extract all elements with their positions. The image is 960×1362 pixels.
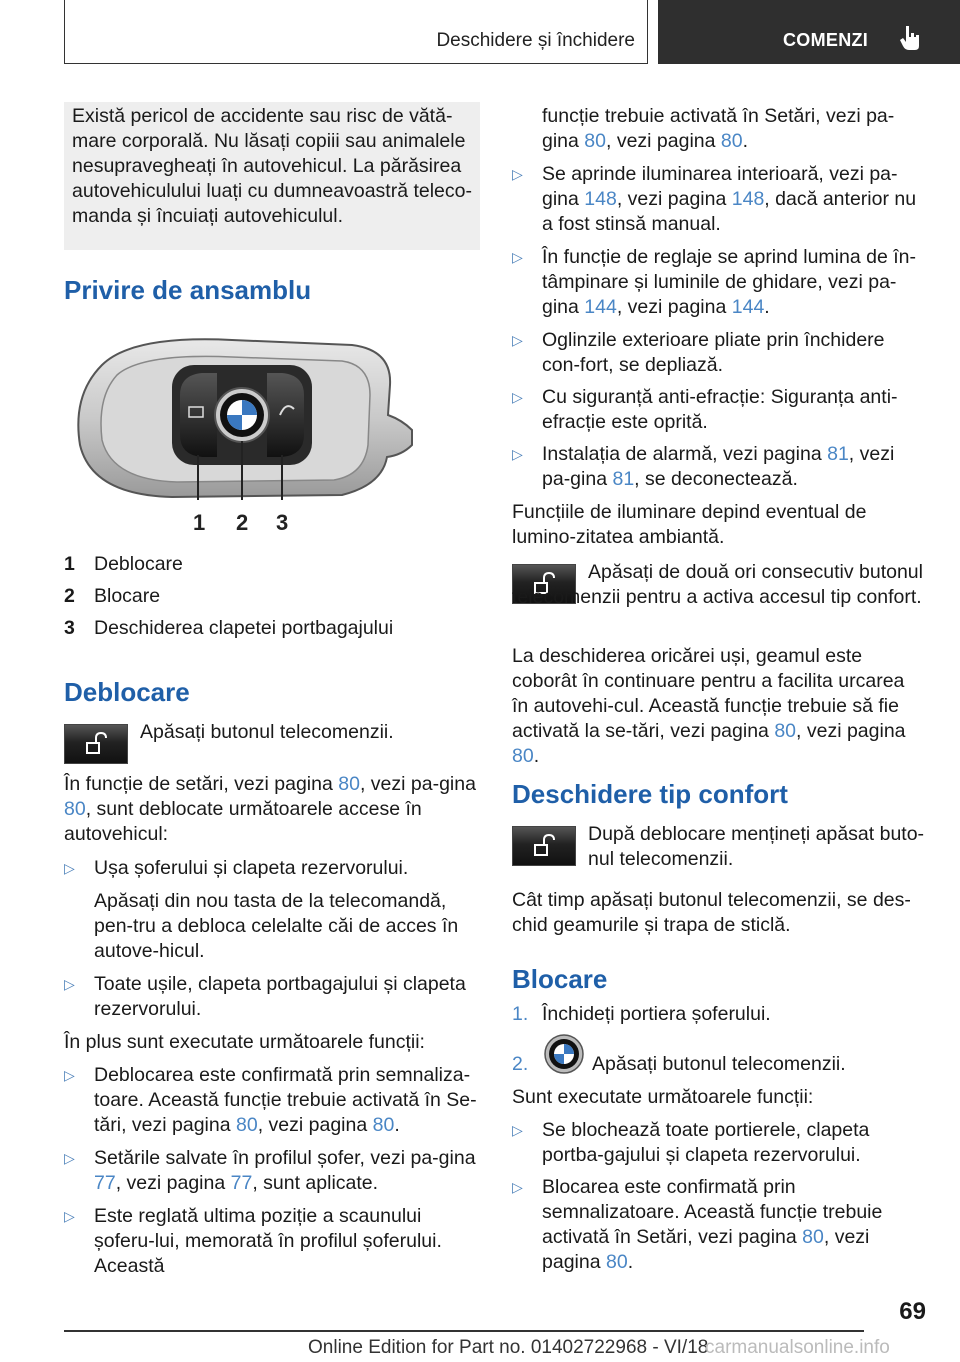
hand-pointer-icon	[898, 24, 924, 52]
warning-text: Există pericol de accidente sau risc de vătă-mare corporală. Nu lăsați copiii sau animalele nesupravegheați în autovehicul. La părăsirea autovehiculului luați cu dumneavoastră teleco-manda și încuiați autovehiculul.	[72, 105, 472, 227]
triangle-bullet-icon: ▷	[512, 446, 523, 462]
bmw-logo-icon	[542, 1034, 586, 1074]
page-link[interactable]: 80	[372, 1114, 395, 1136]
comfort-text: După deblocare mențineți apăsat buto-nul telecomenzii.	[588, 823, 925, 870]
page-link[interactable]: 80	[338, 773, 360, 795]
page-link[interactable]: 80	[774, 720, 797, 742]
double-press-text: Apăsați de două ori consecutiv butonul telecomenzii pentru a activa accesul tip confort.	[512, 561, 923, 608]
header-frame	[64, 0, 648, 64]
page-link[interactable]: 144	[731, 296, 765, 318]
footer-rule	[64, 1330, 864, 1332]
callout-1: 1	[193, 510, 206, 535]
triangle-bullet-icon: ▷	[512, 249, 523, 265]
page-link[interactable]: 80	[64, 798, 86, 820]
page-link[interactable]: 148	[584, 188, 617, 210]
page-link[interactable]: 81	[612, 468, 635, 490]
executed-intro: Sunt executate următoarele funcții:	[512, 1086, 814, 1108]
step-number: 2.	[512, 1053, 529, 1075]
page-link[interactable]: 77	[230, 1172, 253, 1194]
functions-intro: În plus sunt executate următoarele funcții:	[64, 1031, 425, 1053]
page-link[interactable]: 81	[827, 443, 849, 465]
section-title: Deschidere și închidere	[436, 30, 635, 51]
page-link[interactable]: 80	[605, 1251, 628, 1273]
unlock-press-text: Apăsați butonul telecomenzii.	[140, 721, 394, 743]
comfort-heading: Deschidere tip confort	[512, 779, 788, 809]
triangle-bullet-icon: ▷	[512, 1122, 523, 1138]
continued-text: funcție trebuie activată în Setări, vezi pa-gina 80, vezi pagina 80.	[542, 105, 895, 152]
warning-box	[64, 102, 480, 250]
step-number: 1.	[512, 1003, 529, 1025]
page-link[interactable]: 80	[720, 130, 743, 152]
step-text: Închideți portiera șoferului.	[542, 1003, 771, 1025]
triangle-bullet-icon: ▷	[512, 166, 523, 182]
key-fob-illustration	[72, 335, 422, 535]
triangle-bullet-icon: ▷	[512, 389, 523, 405]
unlock-button-icon	[512, 826, 576, 866]
chapter-tab[interactable]	[658, 0, 960, 64]
unlock-intro: În funcție de setări, vezi pagina 80, vezi pa-gina 80, sunt deblocate următoarele accese în autovehicul:	[64, 773, 476, 845]
unlock-heading: Deblocare	[64, 677, 190, 707]
window-text: La deschiderea oricărei uși, geamul este coborât în continuare pentru a facilita urcarea în autovehi-cul. Această funcție trebuie să fie activată la se-tări, vezi pagina 80, vezi pagina 80.	[512, 645, 906, 767]
edition-text: Online Edition for Part no. 01402722968 - VI/18	[308, 1337, 709, 1358]
callout-3: 3	[276, 510, 289, 535]
step-text: Apăsați butonul telecomenzii.	[592, 1053, 846, 1075]
page-link[interactable]: 80	[584, 130, 606, 152]
triangle-bullet-icon: ▷	[64, 1067, 75, 1083]
page-link[interactable]: 80	[236, 1114, 258, 1136]
lock-heading: Blocare	[512, 964, 608, 994]
triangle-bullet-icon: ▷	[64, 976, 75, 992]
overview-heading: Privire de ansamblu	[64, 275, 312, 305]
triangle-bullet-icon: ▷	[64, 1208, 75, 1224]
page-link[interactable]: 148	[731, 188, 765, 210]
lighting-note: Funcțiile de iluminare depind eventual de lumino-zitatea ambiantă.	[512, 501, 867, 548]
triangle-bullet-icon: ▷	[512, 332, 523, 348]
triangle-bullet-icon: ▷	[64, 860, 75, 876]
page-link[interactable]: 77	[94, 1172, 116, 1194]
triangle-bullet-icon: ▷	[512, 1179, 523, 1195]
watermark: carmanualsonline.info	[705, 1337, 890, 1358]
chapter-tab-label: COMENZI	[783, 30, 869, 50]
callout-2: 2	[236, 510, 249, 535]
unlock-button-icon	[64, 724, 128, 764]
page-link[interactable]: 144	[584, 296, 617, 318]
comfort-text-2: Cât timp apăsați butonul telecomenzii, se des-chid geamurile și trapa de sticlă.	[512, 889, 911, 936]
page-link[interactable]: 80	[802, 1226, 824, 1248]
page-number: 69	[899, 1298, 926, 1325]
triangle-bullet-icon: ▷	[64, 1150, 75, 1166]
bullet-subtext: Apăsați din nou tasta de la telecomandă, pen-tru a debloca celelalte căi de acces în autove-hicul.	[94, 890, 459, 962]
page-link[interactable]: 80	[512, 745, 534, 767]
